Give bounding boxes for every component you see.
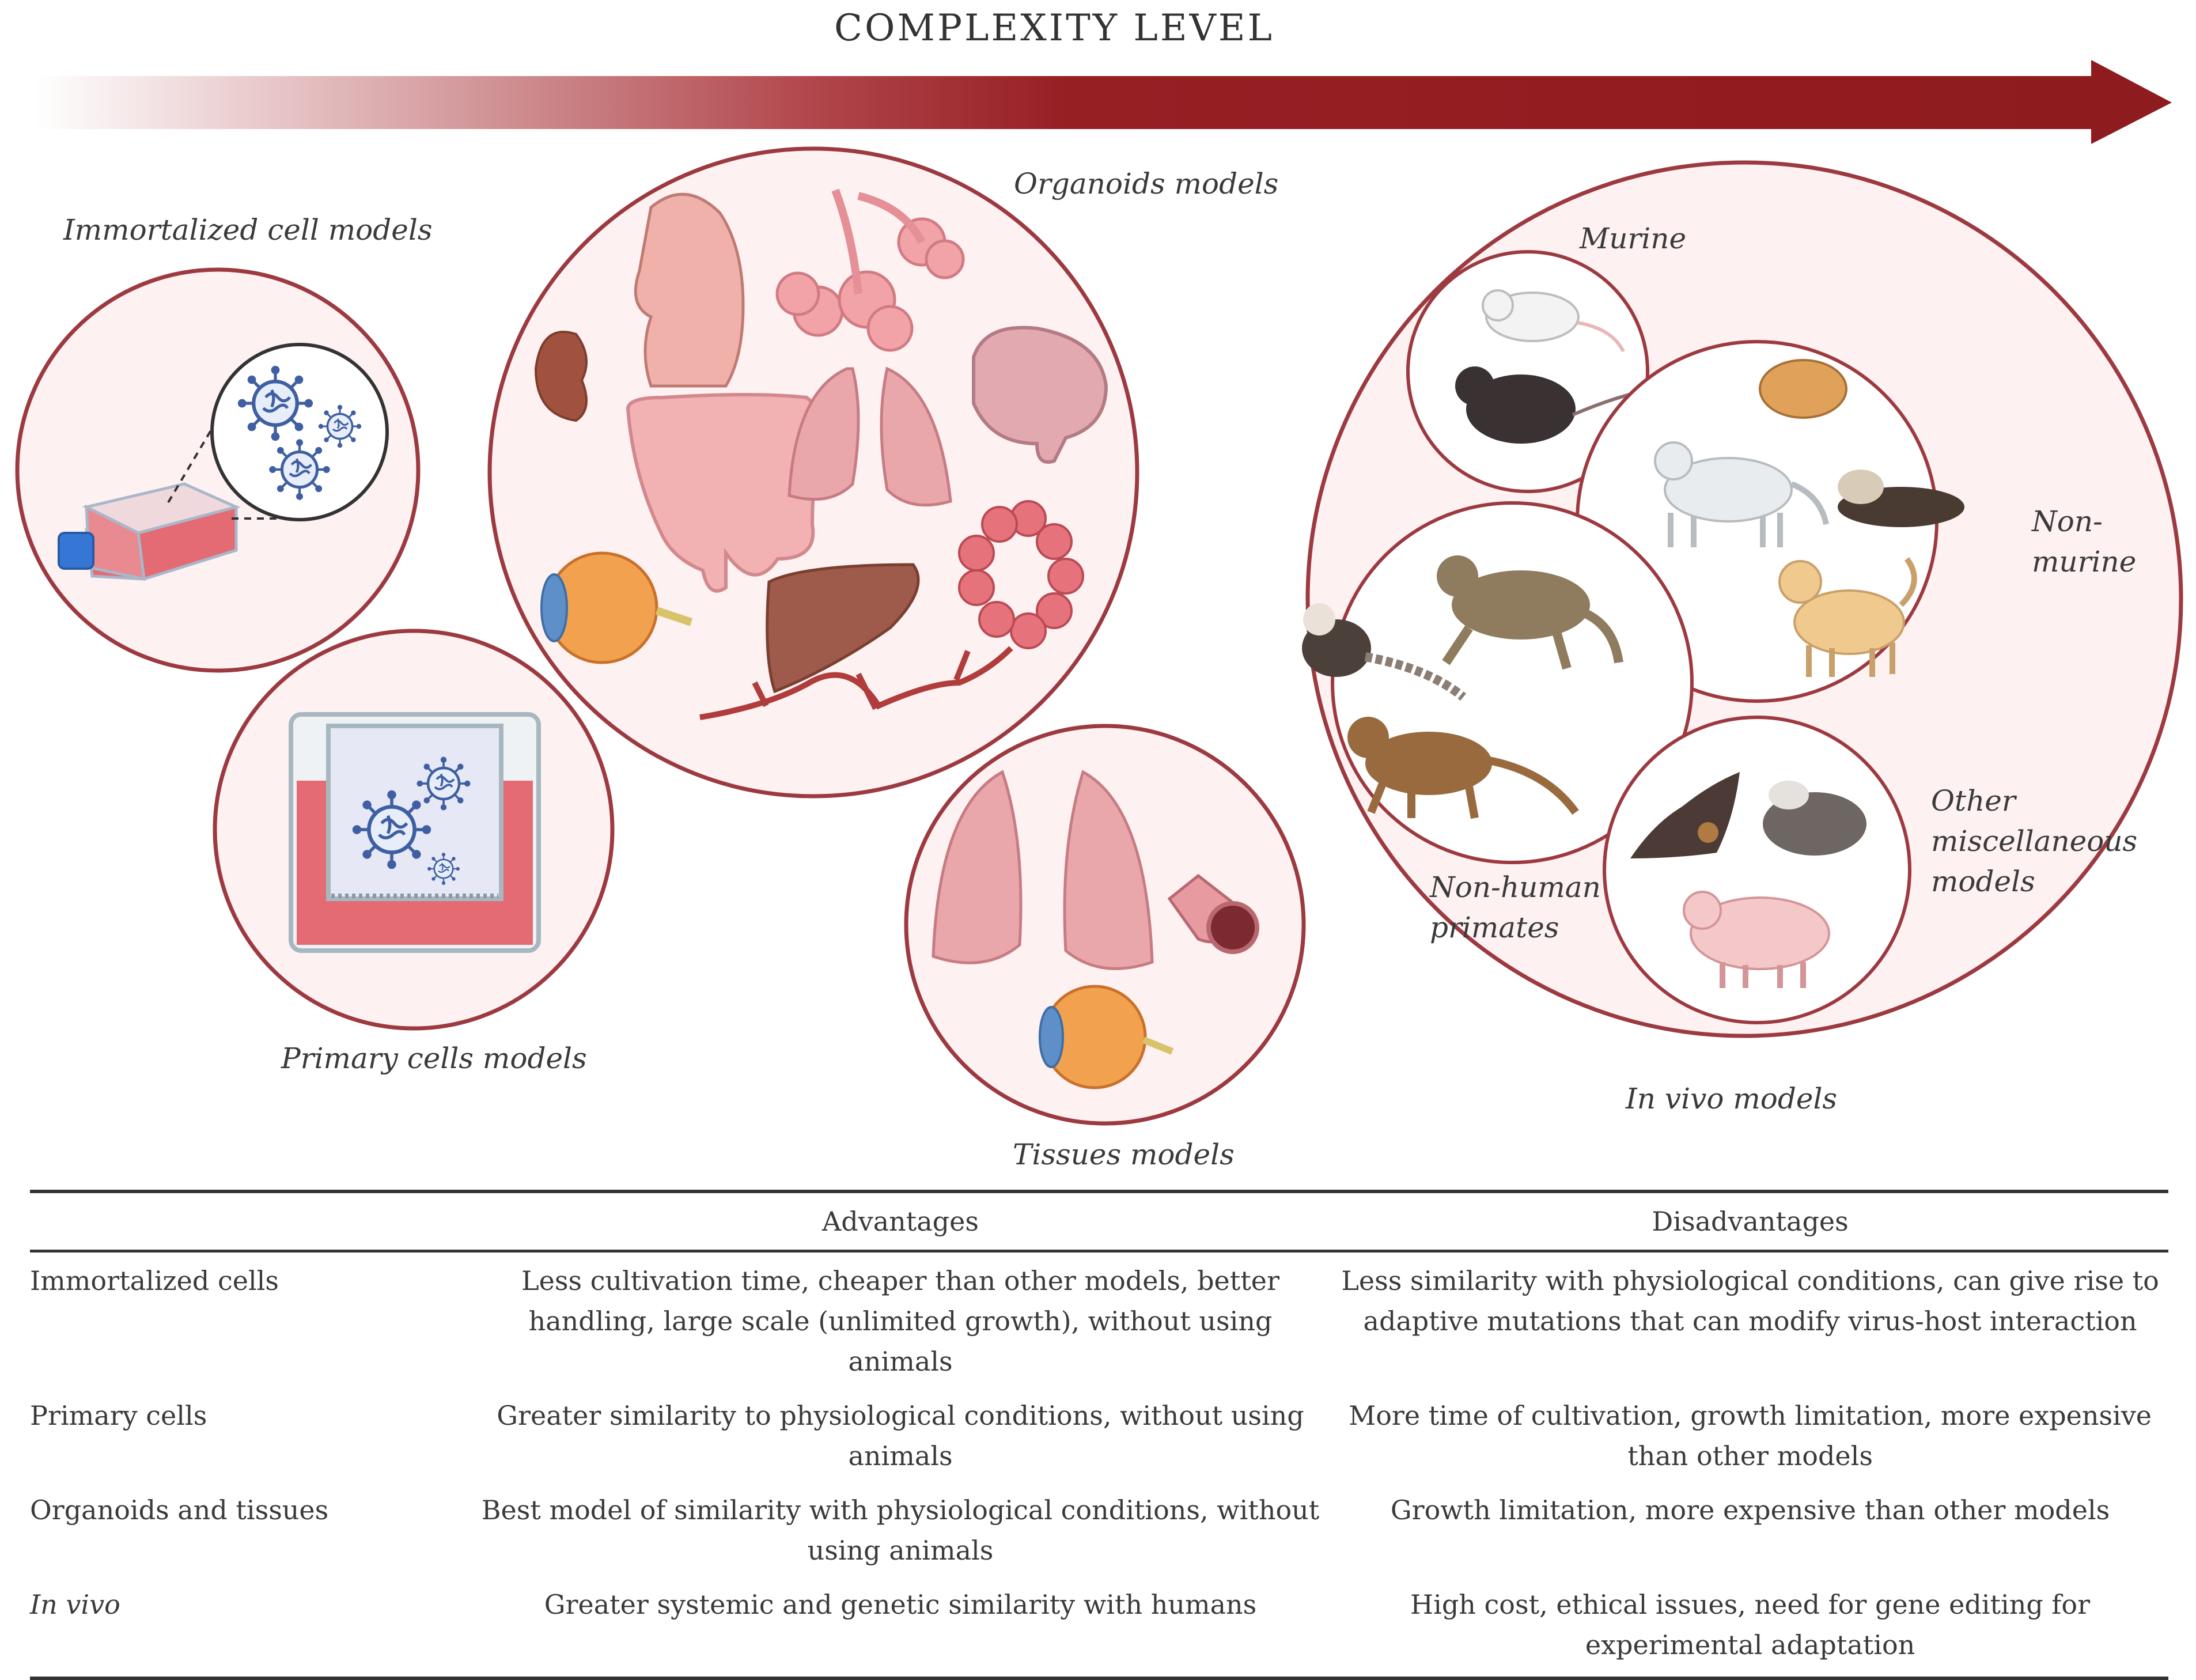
row-label: Immortalized cells (30, 1265, 279, 1296)
in-vivo-caption: In vivo models (1626, 1082, 1838, 1115)
comparison-table (30, 1190, 2168, 1680)
transwell-insert-icon (291, 714, 539, 951)
table-header-row (30, 1191, 2168, 1251)
other-models-caption: Other miscellaneous models (1931, 784, 2138, 898)
advantages-cell: Best model of similarity with physiological conditions, without using animals (481, 1494, 1320, 1566)
header-empty (30, 1191, 469, 1251)
tissues-circle (906, 726, 1304, 1123)
row-label: Primary cells (30, 1400, 207, 1431)
header-advantages: Advantages (469, 1191, 1332, 1251)
advantages-cell: Less cultivation time, cheaper than other models, better handling, large scale (unlimited growth), without using animals (521, 1265, 1279, 1377)
disadvantages-cell: Less similarity with physiological conditions, can give rise to adaptive mutations that can modify virus-host interaction (1341, 1265, 2159, 1337)
other-models-circle (1604, 717, 1910, 1023)
disadvantages-cell: High cost, ethical issues, need for gene editing for experimental adaptation (1332, 1576, 2168, 1678)
immortalized-cell-circle (17, 270, 418, 671)
non-murine-caption: Non- murine (2032, 505, 2137, 578)
immortalized-cell-caption: Immortalized cell models (63, 213, 433, 247)
non-human-primates-caption: Non-human primates (1430, 871, 1601, 944)
advantages-cell: Greater similarity to physiological conditions, without using animals (497, 1400, 1304, 1471)
table-row (30, 1576, 2168, 1678)
table-row (30, 1482, 2168, 1576)
primary-cells-circle (215, 631, 612, 1028)
complexity-arrow (35, 60, 2172, 144)
complexity-level-title: COMPLEXITY LEVEL (834, 7, 1275, 50)
primary-cells-caption: Primary cells models (281, 1042, 587, 1075)
disadvantages-cell: Growth limitation, more expensive than other models (1390, 1494, 2110, 1526)
nasal-cavity-icon (635, 194, 743, 386)
advantages-cell: Greater systemic and genetic similarity with humans (469, 1576, 1332, 1678)
table-row (30, 1387, 2168, 1482)
hamster-icon (1760, 360, 1846, 418)
header-disadvantages: Disadvantages (1332, 1191, 2168, 1251)
tissues-caption: Tissues models (1013, 1138, 1235, 1171)
row-label: In vivo (30, 1576, 469, 1678)
organoids-circle (490, 149, 1137, 796)
table-row (30, 1251, 2168, 1388)
murine-caption: Murine (1580, 222, 1687, 255)
row-label: Organoids and tissues (30, 1494, 329, 1526)
disadvantages-cell: More time of cultivation, growth limitation, more expensive than other models (1349, 1400, 2152, 1471)
organoids-caption: Organoids models (1014, 167, 1279, 200)
